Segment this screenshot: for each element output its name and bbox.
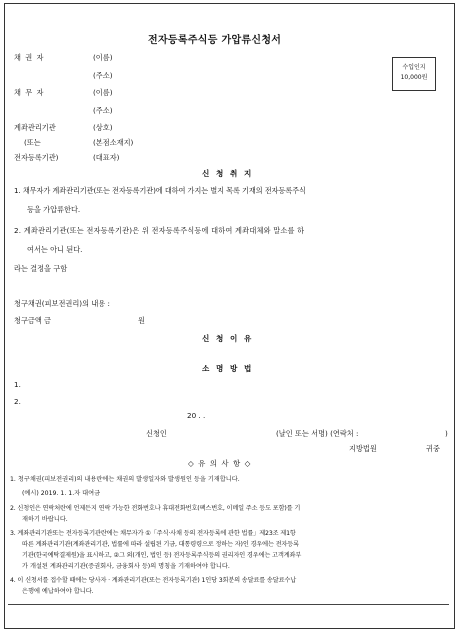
note-3-line-4: 가 개설된 계좌관리기관(증권회사, 금융회사 등)의 명칭을 기재하여야 합니다. bbox=[22, 563, 230, 570]
note-4-line-2: 은행에 예납하여야 합니다. bbox=[22, 588, 94, 595]
claim-amount-label: 청구금액 금 bbox=[14, 316, 52, 325]
purpose-heading: 신 청 취 지 bbox=[202, 169, 254, 178]
form-title: 전자등록주식등 가압류신청서 bbox=[148, 35, 282, 46]
note-3-line-1: 3. 계좌관리기관또는 전자등록기관란에는 채무자가 ①「주식·사채 등의 전자등록에 관한 법률」제23조 제1항 bbox=[10, 530, 296, 537]
debtor-label: 채 무 자 bbox=[14, 88, 45, 97]
claim-amount-unit: 원 bbox=[138, 316, 145, 325]
purpose-item-2-line-2: 여서는 아니 된다. bbox=[27, 245, 83, 254]
or-label: (또는 bbox=[24, 138, 41, 147]
representative-label: (대표자) bbox=[93, 153, 120, 162]
signature-date: 20 . . bbox=[187, 411, 206, 420]
proof-item-2: 2. bbox=[14, 397, 21, 406]
purpose-item-2-line-1: 2. 계좌관리기관(또는 전자등록기관)은 위 전자등록주식등에 대하여 계좌대체와 말소를 하 bbox=[14, 226, 305, 235]
stamp-label: 수입인지 bbox=[402, 64, 426, 71]
trade-name-label: (상호) bbox=[93, 123, 113, 132]
note-4-line-1: 4. 이 신청서를 접수할 때에는 당사자 · 계좌관리기관(또는 전자등록기관) 1인당 3회분의 송달료를 송달료수납 bbox=[10, 577, 297, 584]
applicant-label: 신청인 bbox=[146, 429, 167, 438]
purpose-item-1-line-1: 1. 채무자가 계좌관리기관(또는 전자등록기관)에 대하여 가지는 별지 목록 기재의 전자등록주식 bbox=[14, 186, 306, 195]
creditor-address-label: (주소) bbox=[93, 71, 113, 80]
purpose-closing: 라는 결정을 구함 bbox=[14, 264, 68, 273]
note-2-line-2: 재하기 바랍니다. bbox=[22, 516, 68, 523]
head-office-label: (본점소재지) bbox=[93, 138, 134, 147]
stamp-amount: 10,000원 bbox=[400, 74, 428, 81]
note-1-example: (예시) 2019. 1. 1.자 대여금 bbox=[22, 490, 101, 497]
purpose-item-1-line-2: 등을 가압류한다. bbox=[27, 205, 81, 214]
account-manager-label: 계좌관리기관 bbox=[14, 123, 56, 132]
seal-contact-label: (날인 또는 서명) (연락처 : bbox=[276, 429, 359, 438]
debtor-address-label: (주소) bbox=[93, 106, 113, 115]
reason-heading: 신 청 이 유 bbox=[202, 334, 254, 343]
debtor-name-label: (이름) bbox=[93, 88, 113, 97]
notes-heading: ◇ 유 의 사 항 ◇ bbox=[188, 459, 252, 468]
revenue-stamp-box bbox=[392, 57, 436, 91]
recipient-label: 귀중 bbox=[426, 444, 440, 453]
seal-contact-close: ) bbox=[445, 429, 448, 438]
proof-heading: 소 명 방 법 bbox=[202, 364, 254, 373]
note-3-line-3: 기관(한국예탁결제원)을 표시하고, ②그 외(개인, 법인 등) 전자등록주식등의 권리자인 경우에는 고객계좌부 bbox=[22, 552, 302, 559]
registry-label: 전자등록기관) bbox=[14, 153, 59, 162]
court-label: 지방법원 bbox=[349, 444, 377, 453]
note-2-line-1: 2. 신청인은 연락처란에 언제든지 연락 가능한 전화번호나 휴대전화번호(팩스번호, 이메일 주소 등도 포함)를 기 bbox=[10, 505, 301, 512]
note-3-line-2: 따른 계좌관리기관(계좌관리기관, 법률에 따라 설립된 기금, 대통령령으로 정하는 자)인 경우에는 전자등록 bbox=[22, 541, 299, 548]
bottom-divider bbox=[8, 604, 449, 605]
proof-item-1: 1. bbox=[14, 380, 21, 389]
creditor-name-label: (이름) bbox=[93, 53, 113, 62]
claim-rights-label: 청구채권(피보전권리)의 내용 : bbox=[14, 299, 110, 308]
creditor-label: 채 권 자 bbox=[14, 53, 45, 62]
note-1: 1. 청구채권(피보전권리)의 내용란에는 채권의 발생일자와 발생원인 등을 기재합니다. bbox=[10, 476, 240, 483]
